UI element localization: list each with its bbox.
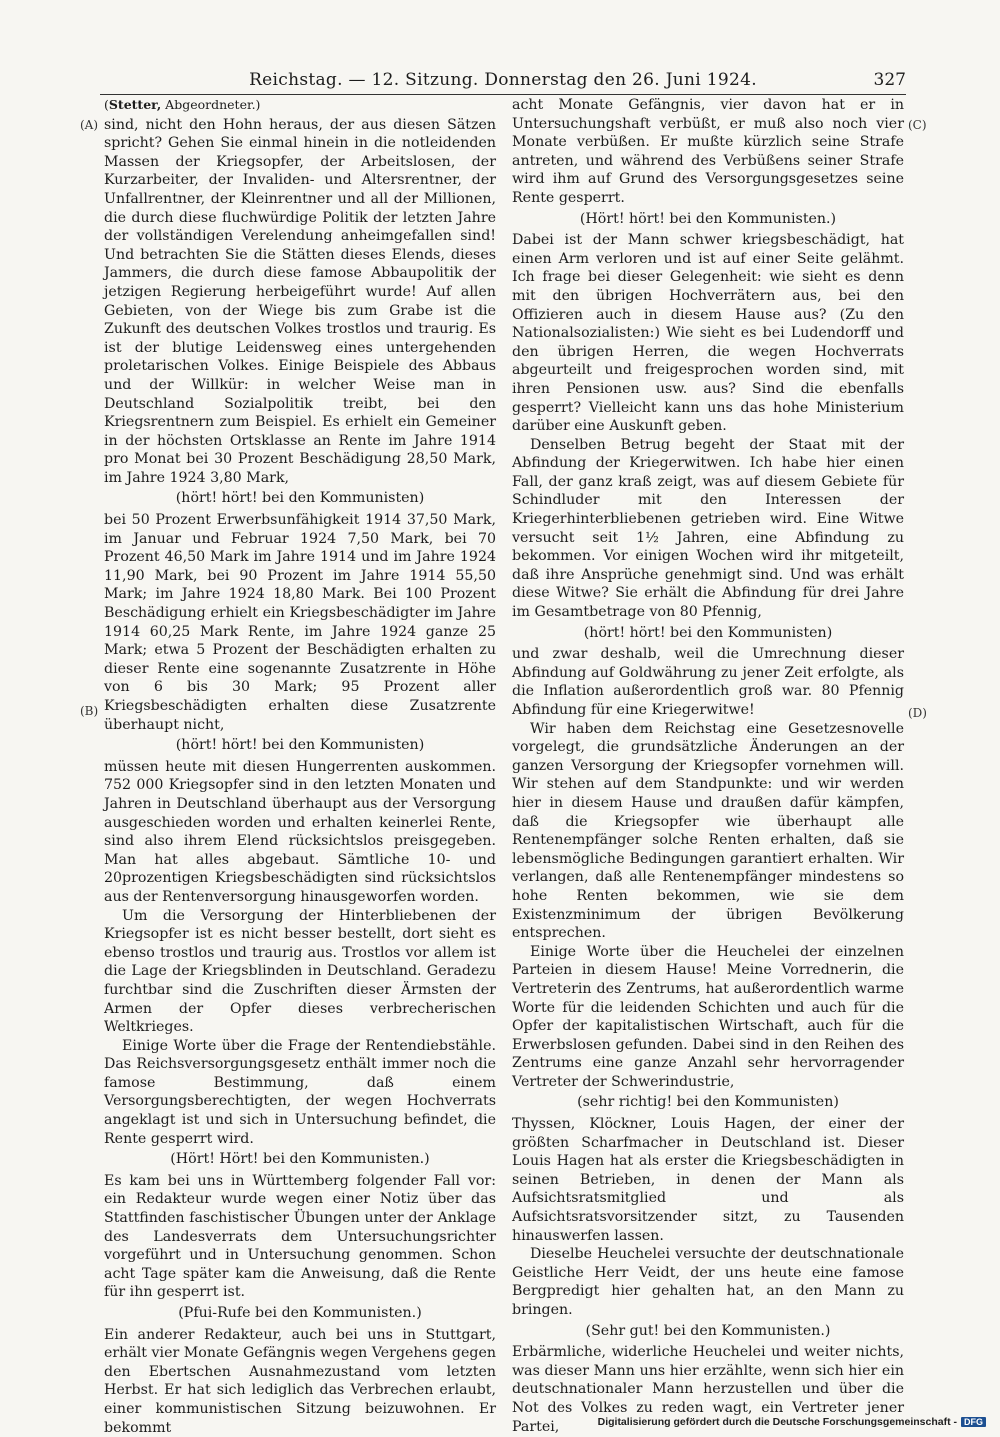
margin-marker-d: (D) [908, 706, 927, 720]
speaker-line: (Stetter, Abgeordneter.) [104, 97, 261, 112]
paragraph: müssen heute mit diesen Hungerrenten auskommen. 752 000 Kriegsopfer sind in den letzten Monaten und Jahren in Deutschland überhaupt aus der Versorgung ausgeschieden worden und erhalten keinerlei Rente, sind also ihrem Elend rücksichtslos preisgegeben. Man hat alles abgebaut. Sämtliche 10- und 20prozentigen Kriegsbeschädigten sind rücksichtslos aus der Rentenversorgung hinausgeworfen worden. [104, 758, 496, 905]
paragraph: Dabei ist der Mann schwer kriegsbeschädigt, hat einen Arm verloren und ist auf einer Seite gelähmt. Ich frage bei dieser Gelegenheit: wie sieht es denn mit den übrigen Hochverrätern aus, bei den Offizieren auch in diesem Hause aus? (Zu den Nationalsozialisten:) Wie sieht es bei Ludendorff und den übrigen Herren, die wegen Hochverrats abgeurteilt und freigesprochen worden sind, mit ihren Pensionen usw. aus? Sind die ebenfalls gesperrt? Vielleicht kann uns das hohe Ministerium darüber eine Auskunft geben. [512, 232, 904, 435]
interjection: (Pfui-Rufe bei den Kommunisten.) [178, 1305, 422, 1321]
footer-text: Digitalisierung gefördert durch die Deutsche Forschungsgemeinschaft - [597, 1416, 957, 1428]
left-column [104, 96, 496, 1437]
page-number: 327 [873, 70, 906, 90]
paragraph: Erbärmliche, widerliche Heuchelei und weiter nichts, was dieser Mann uns hier erzählte, wenn sich hier ein deutschnationaler Mann herzustellen und über die Not des Volkes zu reden wagt, ein Vertreter jener Partei, [512, 1344, 904, 1435]
paragraph: Einige Worte über die Heuchelei der einzelnen Parteien in diesem Hause! Meine Vorrednerin, die Vertreterin des Zentrums, hat außerordentlich warme Worte für die leidenden Schichten und auch für die Opfer der kapitalistischen Wirtschaft, auch für die Erwerbslosen gefunden. Dabei sind in den Reihen des Zentrums eine ganze Anzahl sehr hervorragender Vertreter der Schwerindustrie, [512, 943, 904, 1090]
paragraph: Denselben Betrug begeht der Staat mit der Abfindung der Kriegerwitwen. Ich habe hier einen Fall, der ganz kraß zeigt, was auf diesem Gebiete für Schindluder mit den Interessen der Kriegerhinterbliebenen getrieben wird. Eine Witwe versucht seit 1½ Jahren, eine Abfindung zu bekommen. Vor einigen Wochen wird ihr mitgeteilt, daß ihre Ansprüche genehmigt sind. Und was erhält diese Witwe? Sie erhält die Abfindung für drei Jahre im Gesamtbetrage von 80 Pfennig, [512, 436, 904, 621]
paragraph: acht Monate Gefängnis, vier davon hat er in Untersuchungshaft verbüßt, er muß also noch vier Monate verbüßen. Er mußte kürzlich seine Strafe antreten, und während des Verbüßens seiner Strafe wird ihm auf Grund des Versorgungsgesetzes seine Rente gesperrt. [512, 97, 904, 206]
paragraph: Einige Worte über die Frage der Rentendiebstähle. Das Reichsversorgungsgesetz enthält immer noch die famose Bestimmung, daß einem Versorgungsberechtigten, der wegen Hochverrats angeklagt ist und sich in Untersuchung befindet, die Rente gesperrt wird. [104, 1037, 496, 1147]
paragraph: Wir haben dem Reichstag eine Gesetzesnovelle vorgelegt, die grundsätzliche Änderungen an der ganzen Versorgung der Kriegsopfer vornehmen will. Wir stehen auf dem Standpunkte: und wir werden hier in diesem Hause und draußen dafür kämpfen, daß die Kriegsopfer wie überhaupt alle Rentenempfänger solche Renten erhalten, daß sie lebensmögliche Bedingungen garantiert erhalten. Wir verlangen, daß alle Rentenempfänger mindestens so hohe Renten bekommen, wie sie dem Existenzminimum der übrigen Bevölkerung entsprechen. [512, 720, 904, 942]
paragraph: bei 50 Prozent Erwerbsunfähigkeit 1914 37,50 Mark, im Januar und Februar 1924 7,50 Mark, bei 70 Prozent 46,50 Mark im Jahre 1914 und im Jahre 1924 11,90 Mark, bei 90 Prozent im Jahre 1914 55,50 Mark; im Jahre 1924 18,80 Mark. Bei 100 Prozent Beschädigung erhielt ein Kriegsbeschädigter im Jahre 1914 60,25 Mark Rente, im Jahre 1924 ganze 25 Mark; etwa 5 Prozent der Beschädigten erhalten zu dieser Rente eine sogenannte Zusatzrente in Höhe von 6 bis 30 Mark; 95 Prozent aller Kriegsbeschädigten erhalten diese Zusatzrente überhaupt nicht, [104, 512, 496, 733]
speaker-name: Stetter, [108, 97, 162, 112]
paragraph: Ein anderer Redakteur, auch bei uns in Stuttgart, erhält vier Monate Gefängnis wegen Vergehens gegen den Ebertschen Ausnahmezustand vom letzten Herbst. Er hat sich lediglich das Verbrechen erlaubt, einer kommunistischen Sitzung beizuwohnen. Er bekommt [104, 1326, 496, 1436]
running-title: Reichstag. — 12. Sitzung. Donnerstag den 26. Juni 1924. [249, 70, 757, 90]
interjection: (hört! hört! bei den Kommunisten) [583, 624, 833, 641]
margin-marker-c: (C) [908, 118, 927, 132]
interjection: (hört! hört! bei den Kommunisten) [175, 737, 425, 754]
interjection: (Hört! Hört! bei den Kommunisten.) [170, 1151, 430, 1168]
page-header [100, 68, 906, 95]
interjection: (Sehr gut! bei den Kommunisten.) [585, 1322, 831, 1339]
paragraph: Dieselbe Heuchelei versuchte der deutschnationale Geistliche Herr Veidt, der uns heute eine famose Bergpredigt hier gehalten hat, an den Mann zu bringen. [512, 1246, 904, 1318]
interjection: (Hört! hört! bei den Kommunisten.) [579, 210, 837, 227]
digitization-footer [598, 1416, 986, 1428]
interjection: (sehr richtig! bei den Kommunisten) [577, 1094, 839, 1111]
paragraph: Thyssen, Klöckner, Louis Hagen, der einer der größten Scharfmacher in Deutschland ist. Dieser Louis Hagen hat als erster die Kriegsbeschädigten in seinen Betrieben, in denen der Mann als Aufsichtsratsmitglied und als Aufsichtsratsvorsitzender sitzt, zu Tausenden hinauswerfen lassen. [512, 1116, 904, 1244]
paragraph: und zwar deshalb, weil die Umrechnung dieser Abfindung auf Goldwährung zu jener Zeit erfolgte, als die Inflation außerordentlich groß war. 80 Pfennig Abfindung für eine Kriegerwitwe! [512, 646, 904, 718]
speaker-role: Abgeordneter.) [165, 97, 261, 112]
paragraph: Um die Versorgung der Hinterbliebenen der Kriegsopfer ist es nicht besser bestellt, dort sieht es ebenso trostlos und traurig aus. Trostlos vor allem ist die Lage der Kriegsblinden in Deutschland. Geradezu furchtbar sind die Zuschriften dieser Ärmsten der Armen der Opfer dieses verbrecherischen Weltkrieges. [104, 907, 496, 1036]
margin-marker-a: (A) [80, 118, 99, 132]
paragraph: sind, nicht den Hohn heraus, der aus diesen Sätzen spricht? Gehen Sie einmal hinein in die notleidenden Massen der Kriegsopfer, der Arbeitslosen, der Kurzarbeiter, der Invaliden- und Altersrentner, der Unfallrentner, der Kleinrentner und all der Millionen, die durch diese fluchwürdige Politik der letzten Jahre der vollständigen Verelendung anheimgefallen sind! Und betrachten Sie die Stätten dieses Elends, dieses Jammers, die durch diese famose Abbaupolitik der jetzigen Regierung herbeigeführt wurde! Auf allen Gebieten, von der Wiege bis zum Grabe ist die Zukunft des deutschen Volkes trostlos und traurig. Es ist der blutige Leidensweg eines untergehenden proletarischen Volkes. Einige Beispiele des Abbaus und der Willkür: in welcher Weise man in Deutschland Sozialpolitik treibt, bei den Kriegsrentnern zum Beispiel. Es erhielt ein Gemeiner in der höchsten Ortsklasse an Rente im Jahre 1914 pro Monat bei 30 Prozent Beschädigung 28,50 Mark, im Jahre 1924 3,80 Mark, [104, 116, 496, 486]
right-column [512, 96, 904, 1436]
dfg-logo-icon: DFG [961, 1417, 986, 1427]
paragraph: Es kam bei uns in Württemberg folgender Fall vor: ein Redakteur wurde wegen einer Notiz über das Stattfinden faschistischer Übungen unter der Anklage des Landesverrats dem Untersuchungsrichter vorgeführt und in Untersuchung genommen. Schon acht Tage später kam die Anweisung, daß die Rente für ihn gesperrt ist. [104, 1172, 496, 1301]
margin-marker-b: (B) [80, 704, 99, 718]
interjection: (hört! hört! bei den Kommunisten) [175, 490, 425, 507]
